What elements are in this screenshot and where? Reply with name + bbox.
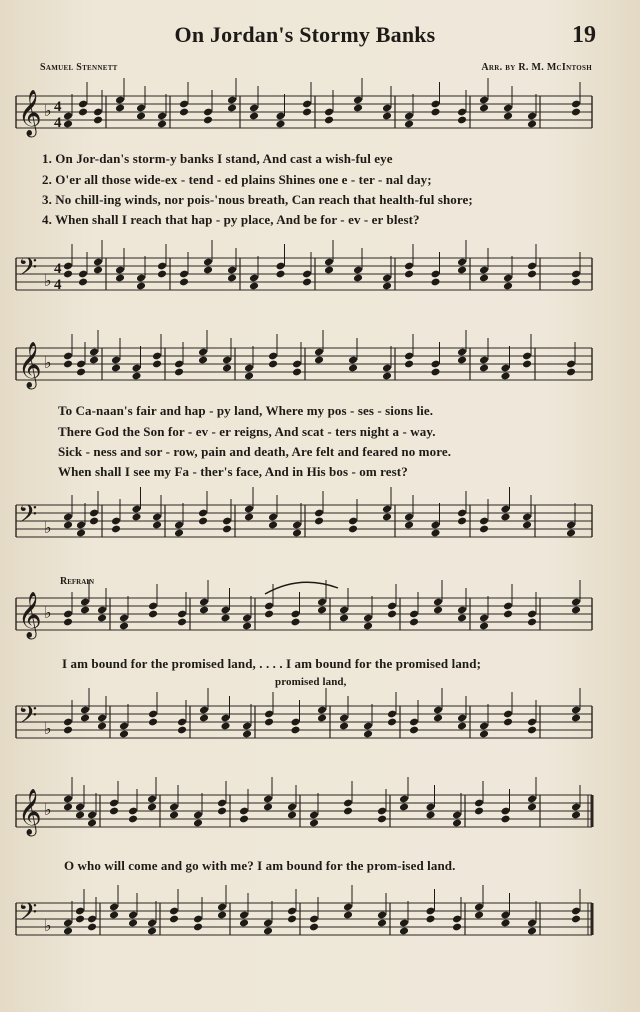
treble-3-note-head <box>63 618 73 627</box>
verse-1-line-2: To Ca-naan's fair and hap - py land, Where my pos - ses - sions lie. <box>58 403 434 418</box>
treble-2-note-head <box>152 360 162 369</box>
treble-4-note-head <box>377 815 387 824</box>
treble-3-note-head <box>363 622 373 631</box>
treble-2-note-head <box>292 368 302 377</box>
treble-3-note-head <box>457 614 467 623</box>
treble-3-note-head <box>479 622 489 631</box>
treble-4-note-head <box>287 811 297 820</box>
bass-2-note-head <box>244 513 254 522</box>
bass-2-note-head <box>198 517 208 526</box>
treble-1-note-head <box>249 112 259 121</box>
treble-2-note-head <box>314 356 324 365</box>
bass-4-note-head <box>75 915 85 924</box>
bass-1-note-head <box>157 270 167 279</box>
treble-3-note-head <box>503 610 513 619</box>
time-sig-bottom: 4 <box>54 277 62 293</box>
bass-4-note-head <box>239 919 249 928</box>
bass-1-note-head <box>78 278 88 287</box>
bass-4-note-head <box>193 923 203 932</box>
treble-1-note-head <box>324 116 334 125</box>
bass-2-note-head <box>89 517 99 526</box>
treble-2-note-head <box>111 364 121 373</box>
bass-3-note-head <box>63 726 73 735</box>
bass-3-note-head <box>339 722 349 731</box>
bass-3-note-head <box>363 730 373 739</box>
bass-3-note-head <box>264 718 274 727</box>
key-flat-icon: ♭ <box>44 719 52 738</box>
bass-3-note-head <box>290 726 300 735</box>
bass-2-note-head <box>268 521 278 530</box>
treble-2-note-head <box>348 364 358 373</box>
treble-1-note-head <box>93 116 103 125</box>
bass-3-note-head <box>148 718 158 727</box>
treble-2-note-head <box>404 360 414 369</box>
bass-2-note-head <box>430 529 440 538</box>
treble-4-note-head <box>147 803 157 812</box>
bass-2-note-head <box>404 521 414 530</box>
bass-clef-icon: 𝄢 <box>18 500 38 535</box>
treble-4-note-head <box>239 815 249 824</box>
key-flat-icon: ♭ <box>44 518 52 537</box>
bass-1-note-head <box>324 266 334 275</box>
bass-4-note-head <box>452 923 462 932</box>
key-flat-icon: ♭ <box>44 800 52 819</box>
treble-1-note-head <box>78 108 88 117</box>
bass-clef-icon: 𝄢 <box>18 898 38 933</box>
bass-1-note-head <box>275 270 285 279</box>
bass-3-note-head <box>242 730 252 739</box>
treble-4-note-head <box>75 811 85 820</box>
treble-1-note-head <box>479 104 489 113</box>
bass-1-note-head <box>249 282 259 291</box>
treble-2-note-head <box>522 360 532 369</box>
bass-4-note-head <box>399 927 409 936</box>
treble-4-note-head <box>343 807 353 816</box>
bass-4-note-head <box>309 923 319 932</box>
bass-2-note-head <box>314 517 324 526</box>
treble-clef-icon: 𝄞 <box>18 592 42 638</box>
bass-4-note-head <box>287 915 297 924</box>
treble-4-note-head <box>193 819 203 828</box>
bass-2-note-head <box>500 513 510 522</box>
bass-2-note-head <box>174 529 184 538</box>
bass-4-note-head <box>343 911 353 920</box>
treble-1-note-head <box>63 120 73 129</box>
bass-1-note-head <box>115 274 125 283</box>
treble-clef-icon: 𝄞 <box>18 342 42 388</box>
treble-2-note-head <box>63 360 73 369</box>
treble-3-note-head <box>97 614 107 623</box>
treble-2-note-head <box>268 360 278 369</box>
refrain-lyrics-1: I am bound for the promised land, . . . . I am bound for the promised land; <box>62 656 482 671</box>
treble-2-note-head <box>382 372 392 381</box>
bass-4-note-head <box>527 927 537 936</box>
treble-4-note-head <box>169 811 179 820</box>
treble-4-note-head <box>309 819 319 828</box>
refrain-lyrics-2: O who will come and go with me? I am bound for the prom-ised land. <box>64 858 456 873</box>
treble-4-note-head <box>452 819 462 828</box>
bass-4-note-head <box>128 919 138 928</box>
treble-1-note-head <box>179 108 189 117</box>
treble-3-note-head <box>433 606 443 615</box>
bass-1-note-head <box>353 274 363 283</box>
treble-3-note-head <box>80 606 90 615</box>
bass-1-note-head <box>571 278 581 287</box>
bass-1-note-head <box>404 270 414 279</box>
bass-2-note-head <box>111 525 121 534</box>
refrain-label: Refrain <box>60 576 95 587</box>
treble-2-note-head <box>430 368 440 377</box>
treble-1-note-head <box>430 108 440 117</box>
treble-4-note-head <box>527 803 537 812</box>
treble-1-note-head <box>115 104 125 113</box>
bass-2-note-head <box>479 525 489 534</box>
treble-1-note-head <box>503 112 513 121</box>
bass-1-note-head <box>479 274 489 283</box>
treble-clef-icon: 𝄞 <box>18 90 42 136</box>
key-flat-icon: ♭ <box>44 916 52 935</box>
treble-1-note-head <box>157 120 167 129</box>
key-flat-icon: ♭ <box>44 271 52 290</box>
treble-1-note-head <box>353 104 363 113</box>
bass-2-note-head <box>522 521 532 530</box>
page-number: 19 <box>572 22 596 48</box>
treble-2-note-head <box>174 368 184 377</box>
bass-3-note-head <box>220 722 230 731</box>
bass-4-note-head <box>217 911 227 920</box>
bass-3-note-head <box>527 726 537 735</box>
verse-2-line-1: 2. O'er all those wide-ex - tend - ed plains Shines one e - ter - nal day; <box>42 172 432 187</box>
bass-1-note-head <box>527 270 537 279</box>
bass-1-note-head <box>382 282 392 291</box>
bass-4-note-head <box>500 919 510 928</box>
treble-4-note-head <box>217 807 227 816</box>
treble-2-note-head <box>566 368 576 377</box>
bass-3-note-head <box>177 726 187 735</box>
verse-4-line-1: 4. When shall I reach that hap - py place, And be for - ev - er blest? <box>42 212 420 227</box>
bass-1-note-head <box>179 278 189 287</box>
treble-2-note-head <box>479 364 489 373</box>
bass-3-note-head <box>387 718 397 727</box>
treble-2-note-head <box>244 372 254 381</box>
bass-2-note-head <box>566 529 576 538</box>
treble-1-note-head <box>571 108 581 117</box>
bass-4-note-head <box>147 927 157 936</box>
treble-3-note-head <box>571 606 581 615</box>
treble-2-note-head <box>222 364 232 373</box>
hymn-title: On Jordan's Stormy Banks <box>174 22 436 47</box>
bass-2-note-head <box>152 521 162 530</box>
bass-1-note-head <box>63 270 73 279</box>
bass-4-note-head <box>63 927 73 936</box>
treble-4-note-head <box>425 811 435 820</box>
treble-4-note-head <box>474 807 484 816</box>
bass-4-note-head <box>169 915 179 924</box>
bass-2-note-head <box>76 529 86 538</box>
treble-4-note-head <box>87 819 97 828</box>
verse-4-line-2: When shall I see my Fa - ther's face, And in His bos - om rest? <box>58 464 408 479</box>
bass-1-note-head <box>430 278 440 287</box>
bass-1-note-head <box>503 282 513 291</box>
bass-3-note-head <box>457 722 467 731</box>
treble-1-note-head <box>203 116 213 125</box>
treble-2-note-head <box>198 356 208 365</box>
treble-2-note-head <box>76 368 86 377</box>
treble-4-note-head <box>128 815 138 824</box>
bass-2-note-head <box>63 521 73 530</box>
bass-4-note-head <box>425 915 435 924</box>
bass-2-note-head <box>382 513 392 522</box>
bass-2-note-head <box>222 525 232 534</box>
bass-3-note-head <box>199 714 209 723</box>
bass-2-note-head <box>292 529 302 538</box>
treble-3-note-head <box>339 614 349 623</box>
bass-3-note-head <box>317 714 327 723</box>
bass-1-note-head <box>203 266 213 275</box>
bass-4-note-head <box>87 923 97 932</box>
treble-1-note-head <box>404 120 414 129</box>
treble-1-note-head <box>527 120 537 129</box>
treble-1-note-head <box>302 108 312 117</box>
verse-3-line-1: 3. No chill-ing winds, nor pois-'nous breath, Can reach that health-ful shore; <box>42 192 473 207</box>
treble-3-note-head <box>177 618 187 627</box>
time-sig-top: 4 <box>54 261 62 277</box>
time-sig-top: 4 <box>54 99 62 115</box>
treble-1-note-head <box>382 112 392 121</box>
bass-1-note-head <box>457 266 467 275</box>
treble-1-note-head <box>275 120 285 129</box>
bass-3-note-head <box>119 730 129 739</box>
bass-3-note-head <box>433 714 443 723</box>
tie-icon <box>265 582 338 594</box>
treble-4-note-head <box>571 811 581 820</box>
bass-2-note-head <box>348 525 358 534</box>
key-flat-icon: ♭ <box>44 353 52 372</box>
bass-2-note-head <box>457 517 467 526</box>
author-credit: Samuel Stennett <box>40 62 118 73</box>
bass-4-note-head <box>571 915 581 924</box>
bass-clef-icon: 𝄢 <box>18 701 38 736</box>
treble-2-note-head <box>131 372 141 381</box>
treble-1-note-head <box>457 116 467 125</box>
treble-2-note-head <box>500 372 510 381</box>
treble-3-note-head <box>119 622 129 631</box>
bass-1-note-head <box>93 266 103 275</box>
treble-3-note-head <box>387 610 397 619</box>
treble-3-note-head <box>148 610 158 619</box>
treble-4-note-head <box>399 803 409 812</box>
arranger-credit: Arr. by R. M. McIntosh <box>481 62 592 73</box>
treble-3-note-head <box>409 618 419 627</box>
bass-1-note-head <box>302 278 312 287</box>
treble-3-note-head <box>220 614 230 623</box>
bass-1-note-head <box>136 282 146 291</box>
treble-1-note-head <box>227 104 237 113</box>
bass-4-note-head <box>263 927 273 936</box>
bass-2-note-head <box>131 513 141 522</box>
treble-3-note-head <box>290 618 300 627</box>
key-flat-icon: ♭ <box>44 603 52 622</box>
treble-4-note-head <box>109 807 119 816</box>
key-flat-icon: ♭ <box>44 101 52 120</box>
refrain-alto-lyric: promised land, <box>275 676 347 688</box>
bass-3-note-head <box>479 730 489 739</box>
bass-3-note-head <box>571 714 581 723</box>
treble-1-note-head <box>136 112 146 121</box>
treble-4-note-head <box>63 803 73 812</box>
treble-2-note-head <box>89 356 99 365</box>
bass-3-note-head <box>503 718 513 727</box>
verse-2-line-2: There God the Son for - ev - er reigns, And scat - ters night a - way. <box>58 424 436 439</box>
treble-3-note-head <box>317 606 327 615</box>
bass-3-note-head <box>97 722 107 731</box>
treble-3-note-head <box>199 606 209 615</box>
treble-3-note-head <box>264 610 274 619</box>
bass-4-note-head <box>377 919 387 928</box>
verse-3-line-2: Sick - ness and sor - row, pain and death, Are felt and feared no more. <box>58 444 452 459</box>
treble-3-note-head <box>527 618 537 627</box>
bass-4-note-head <box>474 911 484 920</box>
treble-3-note-head <box>242 622 252 631</box>
treble-2-note-head <box>457 356 467 365</box>
bass-3-note-head <box>409 726 419 735</box>
bass-4-note-head <box>109 911 119 920</box>
bass-clef-icon: 𝄢 <box>18 253 38 288</box>
treble-4-note-head <box>500 815 510 824</box>
time-sig-bottom: 4 <box>54 115 62 131</box>
verse-1-line-1: 1. On Jor-dan's storm-y banks I stand, And cast a wish-ful eye <box>42 151 393 166</box>
treble-clef-icon: 𝄞 <box>18 789 42 835</box>
bass-1-note-head <box>227 274 237 283</box>
bass-3-note-head <box>80 714 90 723</box>
treble-4-note-head <box>263 803 273 812</box>
